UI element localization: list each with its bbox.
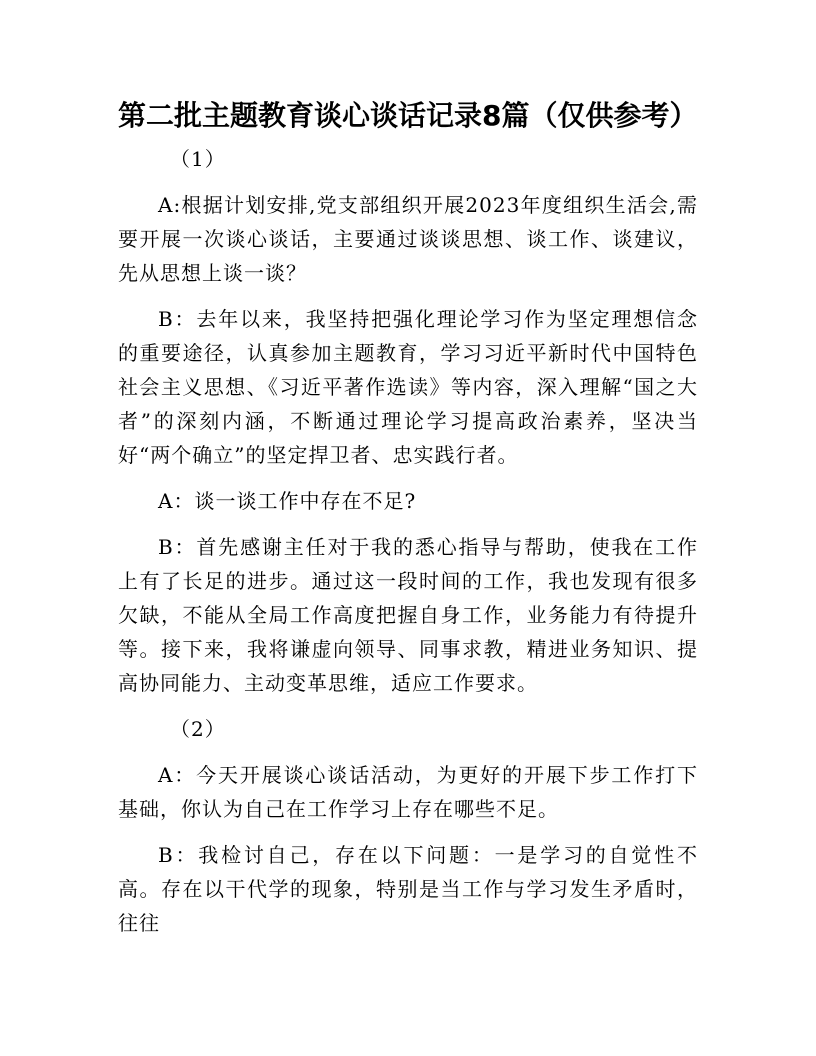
dialogue-paragraph: B：去年以来，我坚持把强化理论学习作为坚定理想信念的重要途径，认真参加主题教育，学习习近平新时代中国特色社会主义思想、《习近平著作选读》等内容，深入理解“国之大者”的深刻内涵，不断通过理论学习提高政治素养，坚决当好“两个确立”的坚定捍卫者、忠实践行者。	[118, 307, 698, 467]
section-number: （1）	[170, 147, 226, 171]
document-title: 第二批主题教育谈心谈话记录8篇（仅供参考）	[118, 99, 698, 132]
dialogue-paragraph: A：今天开展谈心谈话活动，为更好的开展下步工作打下基础，你认为自己在工作学习上存在哪些不足。	[118, 763, 698, 821]
dialogue-paragraph: B：首先感谢主任对于我的悉心指导与帮助，使我在工作上有了长足的进步。通过这一段时间的工作，我也发现有很多欠缺，不能从全局工作高度把握自身工作，业务能力有待提升等。接下来，我将谦虚向领导、同事求教，精进业务知识、提高协同能力、主动变革思维，适应工作要求。	[118, 535, 698, 695]
dialogue-paragraph: A:根据计划安排,党支部组织开展2023年度组织生活会,需要开展一次谈心谈话，主要通过谈谈思想、谈工作、谈建议，先从思想上谈一谈？	[118, 193, 698, 285]
section-number: （2）	[170, 717, 226, 741]
dialogue-paragraph: B：我检讨自己，存在以下问题：一是学习的自觉性不高。存在以干代学的现象，特别是当工作与学习发生矛盾时，往往	[118, 843, 698, 935]
dialogue-paragraph: A：谈一谈工作中存在不足?	[158, 489, 417, 513]
document-body	[118, 142, 698, 952]
